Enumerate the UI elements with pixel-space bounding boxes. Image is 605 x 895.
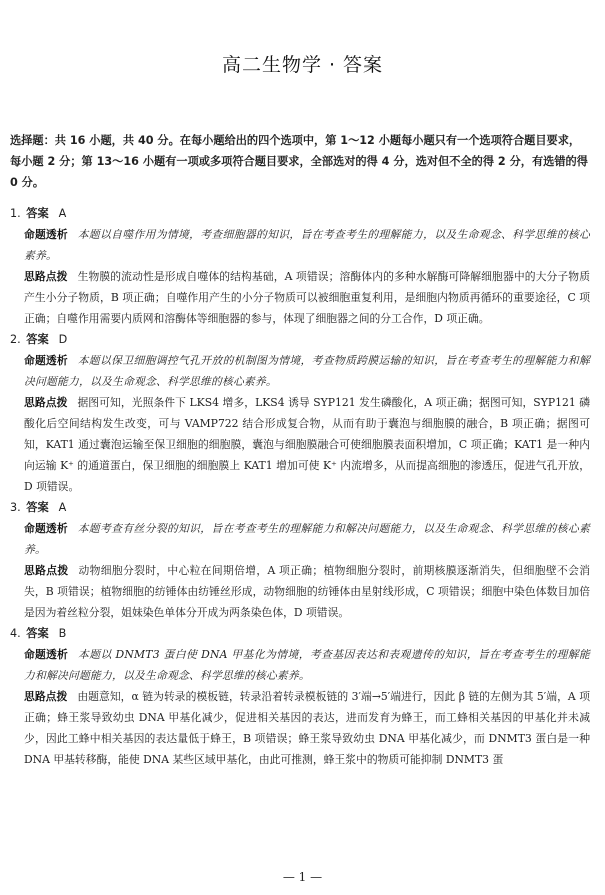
section-intro: 选择题：共 16 小题，共 40 分。在每小题给出的四个选项中，第 1～12 小题每小题只有一个选项符合题目要求，每小题 2 分；第 13～16 小题有一项或多项符合题目要求，全部选对的得 4 分，选对但不全的得 2 分，有选错的得 0 分。 — [10, 134, 588, 189]
question-number: 2. — [10, 333, 21, 346]
analysis-paragraph — [10, 224, 590, 266]
analysis-text: 本题以自噬作用为情境，考查细胞器的知识，旨在考查考生的理解能力，以及生命观念、科学思维的核心素养。 — [24, 228, 591, 262]
hint-text: 动物细胞分裂时，中心粒在间期倍增，A 项正确；植物细胞分裂时，前期核膜逐渐消失，但细胞壁不会消失，B 项错误；植物细胞的纺锤体由纺锤丝形成，动物细胞的纺锤体由星射线形成，C 项错误；细胞中染色体数目加倍是因为着丝粒分裂，姐妹染色单体分开成为两条染色体，D 项错误。 — [24, 564, 591, 619]
analysis-text: 本题考查有丝分裂的知识，旨在考查考生的理解能力和解决问题能力，以及生命观念、科学思维的核心素养。 — [24, 522, 591, 556]
hint-label: 思路点拨 — [24, 396, 68, 409]
analysis-paragraph — [10, 644, 590, 686]
question-number: 4. — [10, 627, 21, 640]
hint-label: 思路点拨 — [24, 270, 68, 283]
answer-label: 答案 — [26, 501, 49, 514]
answer-line — [10, 497, 590, 518]
question-number: 1. — [10, 207, 21, 220]
answer-line — [10, 623, 590, 644]
answer-letter: A — [58, 501, 67, 514]
hint-label: 思路点拨 — [24, 564, 69, 577]
answer-line — [10, 203, 590, 224]
page-title: 高二生物学 · 答案 — [221, 54, 384, 76]
answer-label: 答案 — [26, 207, 49, 220]
question-number: 3. — [10, 501, 21, 514]
answer-label: 答案 — [26, 627, 49, 640]
question-1 — [10, 203, 590, 329]
analysis-text: 本题以 DNMT3 蛋白使 DNA 甲基化为情境，考查基因表达和表观遗传的知识，旨在考查考生的理解能力和解决问题能力，以及生命观念、科学思维的核心素养。 — [24, 648, 590, 682]
hint-text: 生物膜的流动性是形成自噬体的结构基础，A 项错误；溶酶体内的多种水解酶可降解细胞器中的大分子物质产生小分子物质，B 项正确；自噬作用产生的小分子物质可以被细胞重复利用，是细胞内物质再循环的重要途径，C 项正确；自噬作用需要内质网和溶酶体等细胞器的参与，体现了细胞器之间的分工合作，D 项正确。 — [24, 270, 591, 325]
question-list — [10, 203, 590, 770]
answer-label: 答案 — [26, 333, 49, 346]
hint-paragraph — [10, 686, 590, 770]
question-3 — [10, 497, 590, 623]
answer-line — [10, 329, 590, 350]
answer-letter: D — [58, 333, 68, 346]
question-2 — [10, 329, 590, 497]
analysis-paragraph — [10, 518, 590, 560]
hint-label: 思路点拨 — [24, 690, 68, 703]
question-4 — [10, 623, 590, 770]
analysis-label: 命题透析 — [24, 648, 69, 661]
hint-text: 据图可知，光照条件下 LKS4 增多，LKS4 诱导 SYP121 发生磷酸化，A 项正确；据图可知，SYP121 磷酸化后空间结构发生改变，可与 VAMP722 结合形成复合物，从而有助于囊泡与细胞膜的融合，B 项正确；据图可知，KAT1 通过囊泡运输至保卫细胞的细胞膜，囊泡与细胞膜融合可使细胞膜表面积增加，C 项正确；KAT1 是一种内向运输 K⁺ 的通道蛋白，保卫细胞的细胞膜上 KAT1 增加可使 K⁺ 内流增多，从而提高细胞的渗透压，促进气孔开放，D 项错误。 — [24, 396, 590, 493]
analysis-label: 命题透析 — [24, 228, 68, 241]
page-number: — 1 — — [282, 870, 323, 884]
hint-paragraph — [10, 266, 590, 329]
analysis-text: 本题以保卫细胞调控气孔开放的机制图为情境，考查物质跨膜运输的知识，旨在考查考生的理解能力和解决问题能力，以及生命观念、科学思维的核心素养。 — [24, 354, 591, 388]
analysis-paragraph — [10, 350, 590, 392]
analysis-label: 命题透析 — [24, 522, 68, 535]
hint-paragraph — [10, 560, 590, 623]
answer-letter: B — [58, 627, 67, 640]
answer-letter: A — [58, 207, 67, 220]
hint-paragraph — [10, 392, 590, 497]
hint-text: 由题意知，α 链为转录的模板链，转录沿着转录模板链的 3′端→5′端进行，因此 β 链的左侧为其 5′端，A 项正确；蜂王浆导致幼虫 DNA 甲基化减少，促进相关基因的表达，进而发育为蜂王，而工蜂相关基因的甲基化并未减少，因此工蜂中相关基因的表达量低于蜂王，B 项错误；蜂王浆导致幼虫 DNA 甲基化减少，而 DNMT3 蛋白是一种 DNA 甲基转移酶，能使 DNA 某些区域甲基化，由此可推测，蜂王浆中的物质可能抑制 DNMT3 蛋 — [24, 690, 590, 766]
analysis-label: 命题透析 — [24, 354, 68, 367]
